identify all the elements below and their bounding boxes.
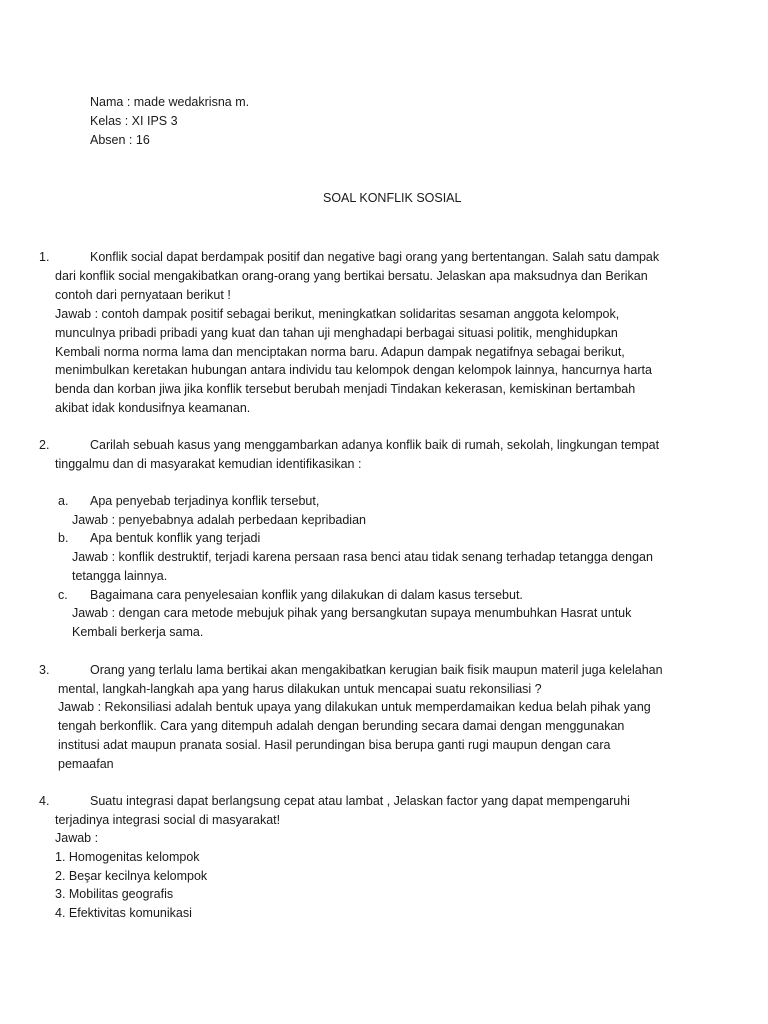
student-name: Nama : made wedakrisna m. [90, 95, 250, 109]
q3-line: Orang yang terlalu lama bertikai akan mengakibatkan kerugian baik fisik maupun materil juga kelelahan [90, 663, 663, 677]
q2b-answer: tetangga lainnya. [72, 569, 168, 583]
q4-answer-item: 2. Beşar kecilnya kelompok [55, 869, 208, 883]
q1-answer-line: Jawab : contoh dampak positif sebagai berikut, meningkatkan solidaritas sesaman anggota kelompok, [55, 307, 620, 321]
q2b-letter: b. [58, 531, 69, 545]
q1-answer-line: menimbulkan keretakan hubungan antara individu tau kelompok dengan kelompok lainnya, hancurnya harta [55, 363, 652, 377]
q3-line: mental, langkah-langkah apa yang harus dilakukan untuk mencapai suatu rekonsiliasi ? [58, 682, 542, 696]
q2c-answer: Kembali berkerja sama. [72, 625, 204, 639]
q1-answer-line: munculnya pribadi pribadi yang kuat dan tahan uji menghadapi berbagai situasi politik, menghidupkan [55, 326, 618, 340]
q1-answer-line: Kembali norma norma lama dan menciptakan norma baru. Adapun dampak negatifnya sebagai berikut, [55, 345, 625, 359]
q4-answer-item: 4. Efektivitas komunikasi [55, 906, 192, 920]
q4-answer-item: 3. Mobilitas geografis [55, 887, 174, 901]
q1-answer-line: akibat idak kondusifnya keamanan. [55, 401, 251, 415]
q2-number: 2. [39, 438, 50, 452]
q2-line: Carilah sebuah kasus yang menggambarkan adanya konflik baik di rumah, sekolah, lingkungan tempat [90, 438, 660, 452]
q3-number: 3. [39, 663, 50, 677]
q1-line: Konflik social dapat berdampak positif dan negative bagi orang yang bertentangan. Salah satu dampak [90, 250, 660, 264]
q2a-question: Apa penyebab terjadinya konflik tersebut, [90, 494, 320, 508]
q3-answer-line: pemaafan [58, 757, 114, 771]
q1-number: 1. [39, 250, 50, 264]
student-class: Kelas : XI IPS 3 [90, 114, 178, 128]
document-title: SOAL KONFLIK SOSIAL [323, 191, 462, 205]
q2c-question: Bagaimana cara penyelesaian konflik yang dilakukan di dalam kasus tersebut. [90, 588, 523, 602]
student-number: Absen : 16 [90, 133, 150, 147]
q2a-answer: Jawab : penyebabnya adalah perbedaan kepribadian [72, 513, 366, 527]
q4-line: terjadinya integrasi social di masyarakat! [55, 813, 281, 827]
q2b-answer: Jawab : konflik destruktif, terjadi karena persaan rasa benci atau tidak senang terhadap tetangga dengan [72, 550, 653, 564]
q2-line: tinggalmu dan di masyarakat kemudian identifikasikan : [55, 457, 362, 471]
q4-answer-item: 1. Homogenitas kelompok [55, 850, 200, 864]
q2b-question: Apa bentuk konflik yang terjadi [90, 531, 261, 545]
q4-answer-label: Jawab : [55, 831, 99, 845]
q4-number: 4. [39, 794, 50, 808]
q1-line: contoh dari pernyataan berikut ! [55, 288, 231, 302]
q3-answer-line: tengah berkonflik. Cara yang ditempuh adalah dengan berunding secara damai dengan menggunakan [58, 719, 625, 733]
q3-answer-line: institusi adat maupun pranata sosial. Hasil perundingan bisa berupa ganti rugi maupun dengan cara [58, 738, 611, 752]
q2c-letter: c. [58, 588, 68, 602]
q3-answer-line: Jawab : Rekonsiliasi adalah bentuk upaya yang dilakukan untuk memperdamaikan kedua belah pihak yang [58, 700, 651, 714]
q1-answer-line: benda dan korban jiwa jika konflik tersebut berubah menjadi Tindakan kekerasan, kemiskinan bertambah [55, 382, 636, 396]
q1-line: dari konflik social mengakibatkan orang-orang yang bertikai bersatu. Jelaskan apa maksudnya dan Berikan [55, 269, 648, 283]
q2a-letter: a. [58, 494, 69, 508]
q4-line: Suatu integrasi dapat berlangsung cepat atau lambat , Jelaskan factor yang dapat mempengaruhi [90, 794, 630, 808]
q2c-answer: Jawab : dengan cara metode mebujuk pihak yang bersangkutan supaya menumbuhkan Hasrat untuk [72, 606, 632, 620]
